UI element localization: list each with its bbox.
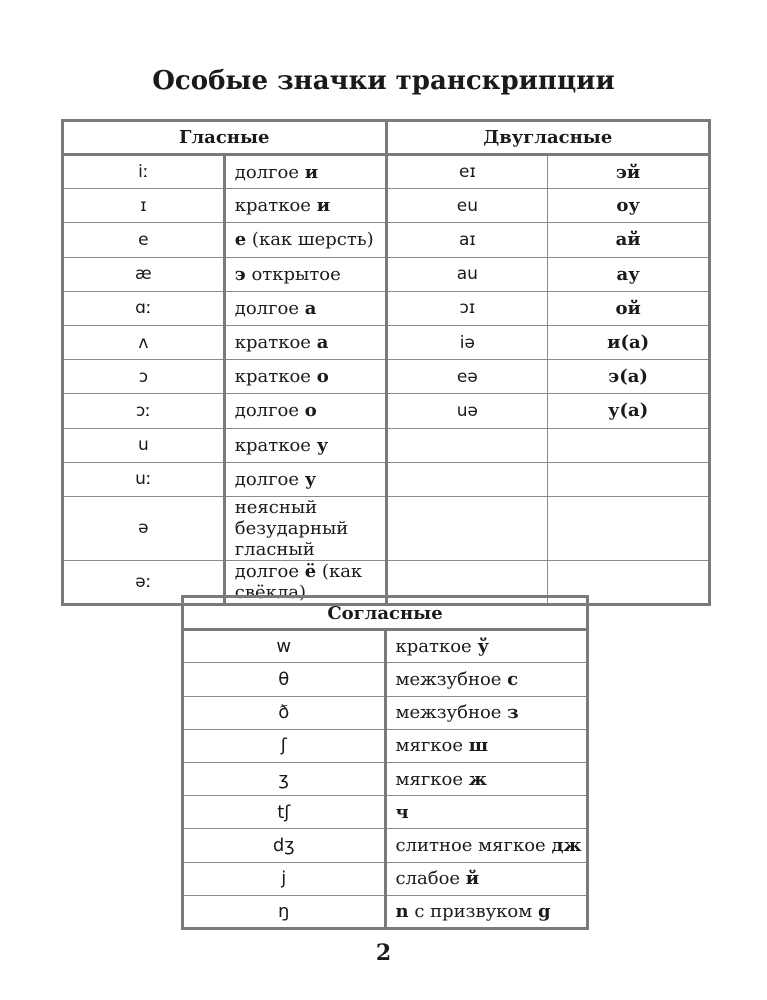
consonant-description-letter: ў: [477, 636, 489, 658]
consonant-symbol: w: [183, 630, 386, 663]
consonant-description: [385, 729, 588, 762]
vowels-table-body: [63, 155, 710, 605]
consonant-description: [385, 762, 588, 795]
vowel-description: [224, 428, 386, 462]
consonant-symbol: j: [183, 862, 386, 895]
vowel-description-letter: у: [304, 468, 317, 490]
vowel-row: [63, 394, 710, 428]
consonant-row: [183, 829, 588, 862]
vowel-description: [224, 223, 386, 257]
vowel-symbol: iː: [63, 155, 225, 189]
vowel-symbol: ɔː: [63, 394, 225, 428]
consonant-description-letter: з: [507, 702, 519, 724]
diphthong-value: [548, 428, 710, 462]
consonant-symbol: tʃ: [183, 796, 386, 829]
diphthong-value: ау: [548, 257, 710, 291]
vowel-description-text: неясный безударный гласный: [234, 496, 349, 560]
consonant-description-text: мягкое: [395, 768, 469, 790]
diphthongs-header: Двугласные: [386, 121, 710, 155]
consonant-description-text: мягкое: [395, 735, 469, 757]
consonant-symbol: θ: [183, 663, 386, 696]
vowel-description-text: долгое: [234, 297, 305, 319]
diphthong-symbol: aɪ: [386, 223, 548, 257]
diphthong-symbol: ɔɪ: [386, 291, 548, 325]
diphthong-value: ай: [548, 223, 710, 257]
vowel-description: [224, 394, 386, 428]
vowel-symbol: e: [63, 223, 225, 257]
diphthong-value: оу: [548, 189, 710, 223]
vowel-description-letter: у: [316, 434, 329, 456]
diphthong-value: э(а): [548, 360, 710, 394]
vowel-row: [63, 155, 710, 189]
vowel-symbol: ɑː: [63, 291, 225, 325]
consonant-row: [183, 696, 588, 729]
consonant-symbol: ŋ: [183, 895, 386, 928]
vowel-description-text: долгое: [234, 560, 305, 582]
vowel-description: [224, 291, 386, 325]
diphthong-value: [548, 462, 710, 496]
vowel-description-text: краткое: [234, 366, 317, 388]
consonant-row: [183, 663, 588, 696]
vowel-description-text: долгое: [234, 161, 305, 183]
vowel-symbol: ɪ: [63, 189, 225, 223]
diphthong-symbol: uə: [386, 394, 548, 428]
vowel-description-letter: о: [316, 366, 329, 388]
vowel-description: [224, 360, 386, 394]
vowel-description-letter: о: [304, 400, 317, 422]
consonant-description-letter: g: [538, 900, 551, 922]
vowel-row: [63, 257, 710, 291]
vowel-row: [63, 360, 710, 394]
consonant-description-letter: ч: [395, 801, 409, 823]
vowels-table-header: [63, 121, 710, 155]
consonant-symbol: ʃ: [183, 729, 386, 762]
vowel-symbol: ʌ: [63, 325, 225, 359]
vowel-description: [224, 462, 386, 496]
diphthong-symbol: eu: [386, 189, 548, 223]
vowel-description: [224, 496, 386, 560]
vowel-row: [63, 496, 710, 560]
diphthong-value: [548, 496, 710, 560]
vowel-description-letter: е: [234, 229, 247, 251]
vowel-description-letter: а: [316, 332, 329, 354]
consonant-description-text: слитное мягкое: [395, 834, 552, 856]
consonant-row: [183, 762, 588, 795]
diphthong-symbol: [386, 428, 548, 462]
vowel-description-text: краткое: [234, 332, 317, 354]
vowel-description-text: долгое: [234, 468, 305, 490]
vowel-symbol: ə: [63, 496, 225, 560]
consonant-description: [385, 829, 588, 862]
diphthong-symbol: iə: [386, 325, 548, 359]
vowel-description-note: открытое: [245, 263, 341, 285]
vowel-description-letter: ё: [304, 560, 317, 582]
vowel-row: [63, 223, 710, 257]
consonant-description: [385, 895, 588, 928]
consonant-description-letter: ш: [468, 735, 489, 757]
vowel-description-note: (как шерсть): [246, 229, 374, 251]
consonant-description: [385, 630, 588, 663]
consonant-symbol: dʒ: [183, 829, 386, 862]
vowel-description-letter: э: [234, 263, 246, 285]
vowel-description: [224, 155, 386, 189]
consonant-description-letter: n: [395, 900, 409, 922]
consonant-description-text: слабое: [395, 868, 466, 890]
consonant-row: [183, 630, 588, 663]
vowel-symbol: ɔ: [63, 360, 225, 394]
vowel-description-text: долгое: [234, 400, 305, 422]
consonants-table-body: [183, 630, 588, 929]
vowel-description: [224, 257, 386, 291]
vowels-table: [61, 119, 711, 606]
vowel-description-letter: а: [304, 297, 317, 319]
consonant-description-letter: ж: [468, 768, 487, 790]
diphthong-value: эй: [548, 155, 710, 189]
vowels-header: Гласные: [63, 121, 387, 155]
vowel-symbol: əː: [63, 560, 225, 604]
consonant-row: [183, 895, 588, 928]
consonant-row: [183, 729, 588, 762]
diphthong-value: у(а): [548, 394, 710, 428]
vowel-symbol: u: [63, 428, 225, 462]
diphthong-value: и(а): [548, 325, 710, 359]
vowel-description-letter: и: [316, 195, 331, 217]
consonants-header: Согласные: [183, 597, 588, 630]
vowel-description: [224, 325, 386, 359]
vowel-symbol: uː: [63, 462, 225, 496]
consonant-symbol: ð: [183, 696, 386, 729]
diphthong-symbol: [386, 496, 548, 560]
consonants-table-header: [183, 597, 588, 630]
vowel-description-letter: и: [304, 161, 319, 183]
consonant-description: [385, 796, 588, 829]
page-number: 2: [375, 940, 392, 966]
consonant-description: [385, 696, 588, 729]
vowel-description-text: краткое: [234, 434, 317, 456]
consonant-row: [183, 862, 588, 895]
diphthong-symbol: au: [386, 257, 548, 291]
consonant-row: [183, 796, 588, 829]
consonant-description-text: краткое: [395, 636, 478, 658]
vowel-symbol: æ: [63, 257, 225, 291]
vowel-row: [63, 462, 710, 496]
vowel-row: [63, 428, 710, 462]
vowel-row: [63, 291, 710, 325]
vowel-row: [63, 189, 710, 223]
consonant-description-letter: дж: [551, 834, 582, 856]
consonant-description-note: с призвуком: [408, 900, 538, 922]
consonant-description-letter: й: [465, 868, 480, 890]
consonant-description: [385, 862, 588, 895]
consonant-symbol: ʒ: [183, 762, 386, 795]
diphthong-symbol: eə: [386, 360, 548, 394]
consonant-description-letter: с: [507, 668, 519, 690]
consonant-description: [385, 663, 588, 696]
vowel-description-text: краткое: [234, 195, 317, 217]
consonants-table: [181, 595, 589, 930]
consonant-description-text: межзубное: [395, 702, 508, 724]
consonant-description-text: межзубное: [395, 668, 508, 690]
vowel-description: [224, 189, 386, 223]
vowel-description-note: (как свёкла): [234, 560, 363, 603]
page-title: Особые значки транскрипции: [152, 66, 615, 96]
diphthong-symbol: eɪ: [386, 155, 548, 189]
diphthong-value: ой: [548, 291, 710, 325]
diphthong-symbol: [386, 462, 548, 496]
vowel-row: [63, 325, 710, 359]
